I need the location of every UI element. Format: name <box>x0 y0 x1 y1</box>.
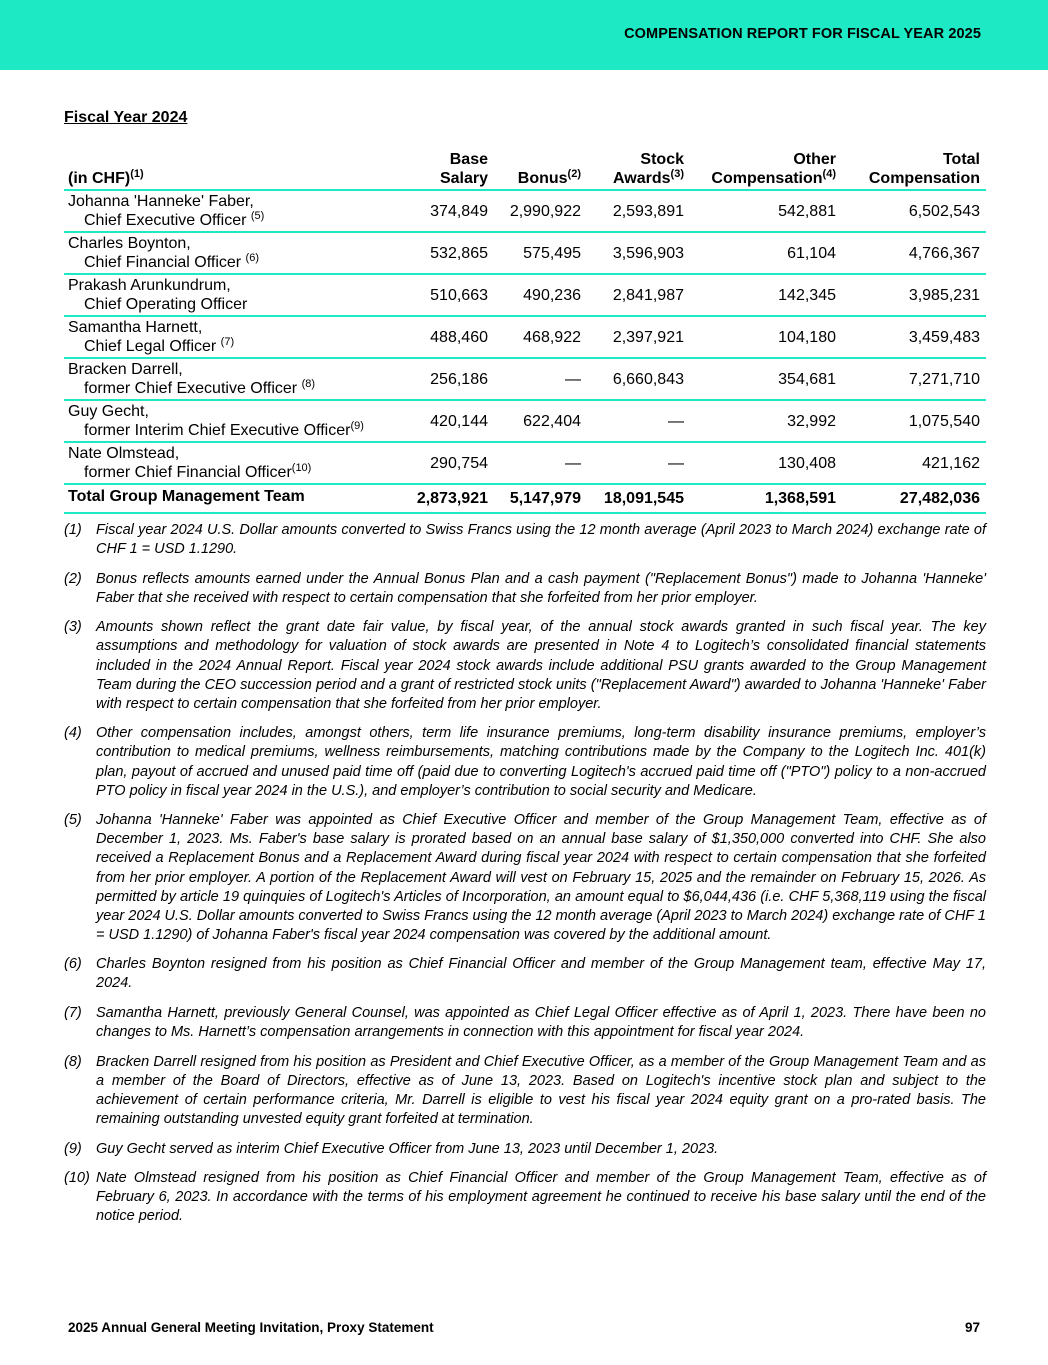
footnote <box>64 1053 986 1129</box>
bonus-value: 2,990,922 <box>494 190 587 232</box>
total-compensation-value: 3,459,483 <box>842 316 986 358</box>
footnote-number: (1) <box>64 522 82 538</box>
footnote <box>64 955 986 993</box>
base-salary-value: 488,460 <box>394 316 494 358</box>
bonus-value: — <box>494 358 587 400</box>
header-other-compensation: Other Compensation$^{(4)}$ <box>690 148 842 190</box>
table-row <box>64 442 986 484</box>
base-salary-value: 420,144 <box>394 400 494 442</box>
footnote-number: (2) <box>64 570 82 587</box>
bonus-value: 575,495 <box>494 232 587 274</box>
executive-name: Guy Gecht, former Interim Chief Executive Officer$^{(9)}$ <box>64 400 394 442</box>
footnote-text: Bracken Darrell resigned from his position as President and Chief Executive Officer, as a member of the Group Management Team and as a member of the Board of Directors, effective as of June 13, 2023. Based on Logitech's incentive stock plan and subject to the achievement of certain performance criteria, Mr. Darrell is eligible to vest his fiscal year 2024 equity grant on a pro-rated basis. The remaining outstanding unvested equity grant forfeited at termination. <box>96 1053 986 1128</box>
total-bonus: 5,147,979 <box>494 484 587 513</box>
bonus-value: 490,236 <box>494 274 587 316</box>
footnote-number: (4) <box>64 725 82 742</box>
header-band <box>0 0 1048 70</box>
base-salary-value: 256,186 <box>394 358 494 400</box>
executive-name: Samantha Harnett, Chief Legal Officer $^{(7)}$ <box>64 316 394 358</box>
total-base-salary: 2,873,921 <box>394 484 494 513</box>
footnotes <box>64 521 986 1237</box>
other-compensation-value: 354,681 <box>690 358 842 400</box>
footnote-number: (7) <box>64 1005 82 1022</box>
total-total-compensation: 27,482,036 <box>842 484 986 513</box>
table-row <box>64 274 986 316</box>
footnote <box>64 1004 986 1042</box>
executive-name: Bracken Darrell, former Chief Executive Officer $^{(8)}$ <box>64 358 394 400</box>
executive-name: Prakash Arunkundrum, Chief Operating Officer <box>64 274 394 316</box>
header-stock-awards: Stock Awards$^{(3)}$ <box>587 148 690 190</box>
footnote-number: (5) <box>64 812 82 829</box>
footnote-text: Fiscal year 2024 U.S. Dollar amounts converted to Swiss Francs using the 12 month average (April 2023 to March 2024) exchange rate of CHF 1 = USD 1.1290. <box>96 522 986 558</box>
stock-awards-value: 6,660,843 <box>587 358 690 400</box>
bonus-value: 622,404 <box>494 400 587 442</box>
header-bonus: Bonus$^{(2)}$ <box>494 148 587 190</box>
table-row <box>64 316 986 358</box>
total-compensation-value: 421,162 <box>842 442 986 484</box>
bonus-value: 468,922 <box>494 316 587 358</box>
footnote <box>64 521 986 559</box>
footer-document-title: 2025 Annual General Meeting Invitation, Proxy Statement <box>68 1320 434 1335</box>
footnote-text: Amounts shown reflect the grant date fair value, by fiscal year, of the annual stock awards granted in such fiscal year. The key assumptions and methodology for valuation of stock awards are presented in Note 4 to Logitech’s consolidated financial statements included in the 2024 Annual Report. Fiscal year 2024 stock awards include additional PSU grants awarded to the Group Management Team during the CEO succession period and a grant of restricted stock units ("Replacement Award") awarded to Johanna 'Hanneke' Faber with respect to certain compensation that she forfeited from her prior employer. <box>96 619 986 712</box>
bonus-value: — <box>494 442 587 484</box>
table-row <box>64 232 986 274</box>
footnote <box>64 618 986 713</box>
table-row <box>64 190 986 232</box>
stock-awards-value: 2,841,987 <box>587 274 690 316</box>
other-compensation-value: 130,408 <box>690 442 842 484</box>
stock-awards-value: — <box>587 400 690 442</box>
section-title: Fiscal Year 2024 <box>64 109 188 126</box>
base-salary-value: 510,663 <box>394 274 494 316</box>
table-row <box>64 400 986 442</box>
total-stock-awards: 18,091,545 <box>587 484 690 513</box>
footnote <box>64 811 986 945</box>
footnote-text: Nate Olmstead resigned from his position as Chief Financial Officer and member of the Group Management Team, effective as of February 6, 2023. In accordance with the terms of his employment agreement he continued to receive his base salary until the end of the notice period. <box>96 1170 986 1225</box>
stock-awards-value: 2,397,921 <box>587 316 690 358</box>
footnote <box>64 1140 986 1159</box>
other-compensation-value: 104,180 <box>690 316 842 358</box>
other-compensation-value: 542,881 <box>690 190 842 232</box>
total-compensation-value: 4,766,367 <box>842 232 986 274</box>
header-total-compensation: Total Compensation <box>842 148 986 190</box>
header-base-salary: Base Salary <box>394 148 494 190</box>
footnote-text: Other compensation includes, amongst others, term life insurance premiums, long-term disability insurance premiums, employer’s contribution to medical premiums, wellness reimbursements, matching contributions made by the Company to the Logitech Inc. 401(k) plan, payout of accrued and unused paid time off (paid due to converting Logitech's accrued paid time off ("PTO") policy to a non-accrued PTO policy in fiscal year 2024 in the U.S.), and employer’s contribution to social security and Medicare. <box>96 725 986 799</box>
footnote-number: (8) <box>64 1053 82 1070</box>
compensation-table <box>64 148 986 514</box>
footnote <box>64 1169 986 1226</box>
footnote-number: (3) <box>64 619 82 636</box>
other-compensation-value: 142,345 <box>690 274 842 316</box>
other-compensation-value: 32,992 <box>690 400 842 442</box>
base-salary-value: 290,754 <box>394 442 494 484</box>
executive-name: Charles Boynton, Chief Financial Officer $^{(6)}$ <box>64 232 394 274</box>
stock-awards-value: 2,593,891 <box>587 190 690 232</box>
total-compensation-value: 1,075,540 <box>842 400 986 442</box>
stock-awards-value: 3,596,903 <box>587 232 690 274</box>
footnote-number: (10) <box>64 1170 90 1187</box>
base-salary-value: 532,865 <box>394 232 494 274</box>
total-compensation-value: 3,985,231 <box>842 274 986 316</box>
other-compensation-value: 61,104 <box>690 232 842 274</box>
footnote-text: Guy Gecht served as interim Chief Executive Officer from June 13, 2023 until December 1, 2023. <box>96 1140 719 1157</box>
footnote <box>64 570 986 608</box>
footnote-text: Johanna 'Hanneke' Faber was appointed as Chief Executive Officer and member of the Group Management Team, effective as of December 1, 2023. Ms. Faber's base salary is prorated based on an annual base salary of $1,350,000 converted into CHF. She also received a Replacement Bonus and a Replacement Award during fiscal year 2024 with respect to certain compensation that she forfeited from her prior employer. A portion of the Replacement Award will vest on February 15, 2025 and the remainder on February 15, 2026. As permitted by article 19 quinquies of Logitech's Articles of Incorporation, an amount equal to $6,044,436 (i.e. CHF 5,368,119 using the fiscal year 2024 U.S. Dollar amounts converted to Swiss Francs using the 12 month average (April 2023 to March 2024) exchange rate of CHF 1 = USD 1.1290) of Johanna Faber's fiscal year 2024 compensation was covered by the additional amount. <box>96 812 986 943</box>
footnote-number: (6) <box>64 956 82 973</box>
total-other-compensation: 1,368,591 <box>690 484 842 513</box>
total-compensation-value: 7,271,710 <box>842 358 986 400</box>
total-label: Total Group Management Team <box>64 484 394 513</box>
total-row <box>64 484 986 513</box>
footnote-text: Charles Boynton resigned from his position as Chief Financial Officer and member of the Group Management team, effective May 17, 2024. <box>96 956 986 992</box>
footnote-text: Bonus reflects amounts earned under the Annual Bonus Plan and a cash payment ("Replacement Bonus") made to Johanna 'Hanneke' Faber that she received with respect to certain compensation that she forfeited from her prior employer. <box>96 570 986 606</box>
footnote-number: (9) <box>64 1140 82 1157</box>
header-unit: (in CHF)$^{(1)}$ <box>64 148 394 190</box>
header-title: COMPENSATION REPORT FOR FISCAL YEAR 2025 <box>624 26 981 42</box>
footnote-text: Samantha Harnett, previously General Counsel, was appointed as Chief Legal Officer effective as of April 1, 2023. There have been no changes to Ms. Harnett’s compensation arrangements in connection with this appointment for fiscal year 2024. <box>96 1005 986 1041</box>
stock-awards-value: — <box>587 442 690 484</box>
table-row <box>64 358 986 400</box>
executive-name: Johanna 'Hanneke' Faber, Chief Executive Officer $^{(5)}$ <box>64 190 394 232</box>
footnote <box>64 724 986 800</box>
executive-name: Nate Olmstead, former Chief Financial Officer$^{(10)}$ <box>64 442 394 484</box>
total-compensation-value: 6,502,543 <box>842 190 986 232</box>
table-header-row <box>64 148 986 190</box>
base-salary-value: 374,849 <box>394 190 494 232</box>
page-number: 97 <box>964 1320 980 1335</box>
